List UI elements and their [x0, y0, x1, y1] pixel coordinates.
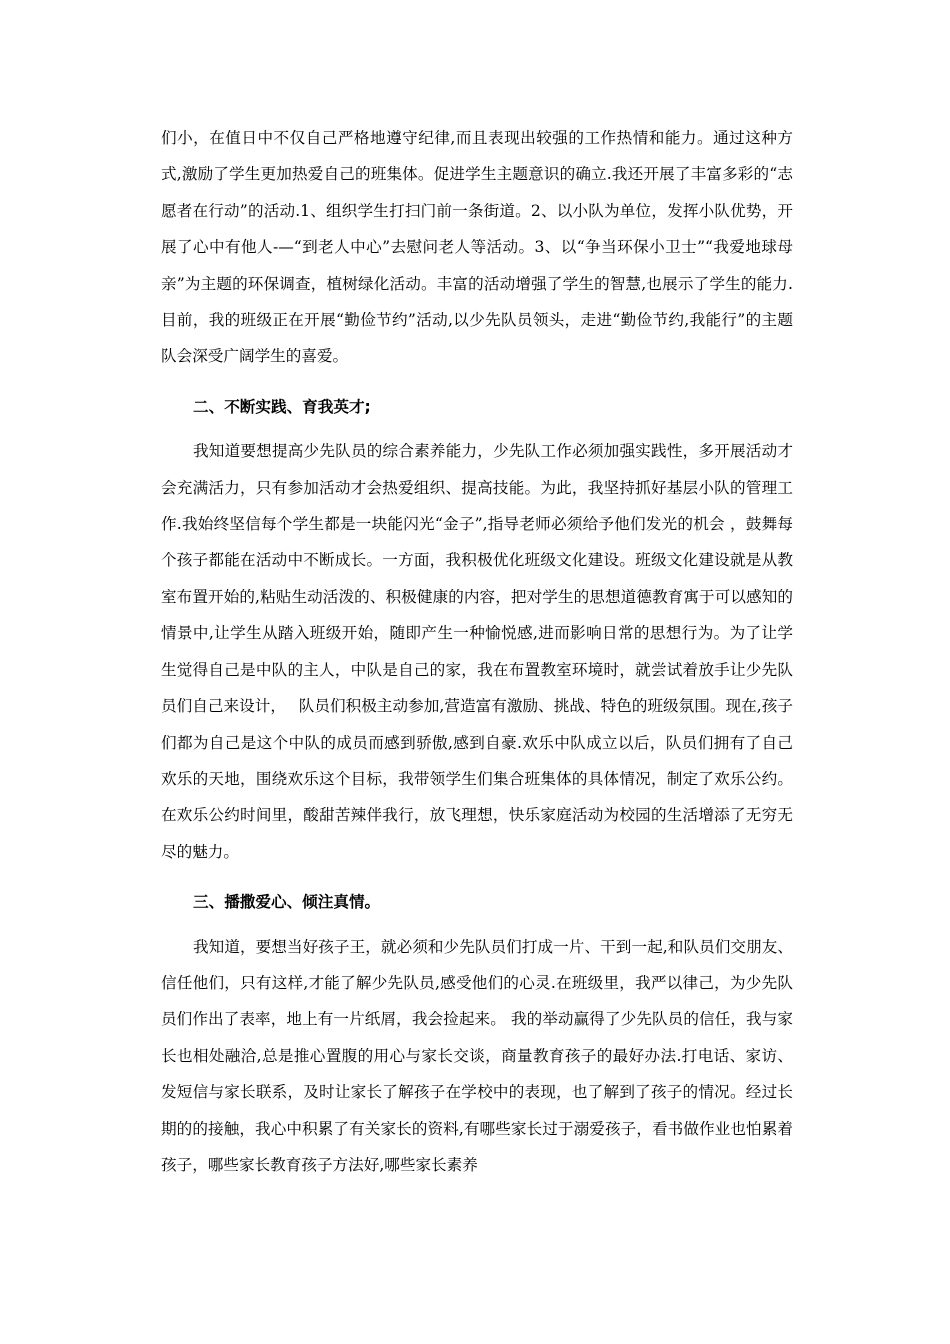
spacer [161, 375, 793, 381]
section-heading-3: 三、播撒爱心、倾注真情。 [193, 893, 381, 912]
document-page [161, 120, 793, 1183]
spacer [161, 870, 793, 876]
paragraph-love: 我知道，要想当好孩子王，就必须和少先队员们打成一片、干到一起,和队员们交朋友、信任他们，只有这样,才能了解少先队员,感受他们的心灵.在班级里，我严以律己，为少先队员们作出了表率，地上有一片纸屑，我会捡起来。 我的举动赢得了少先队员的信任，我与家长也相处融洽,总是推心置腹的用心与家长交谈，商量教育孩子的最好办法.打电话、家访、发短信与家长联系，及时让家长了解孩子在学校中的表现，也了解到了孩子的情况。经过长期的的接触，我心中积累了有关家长的资料,有哪些家长过于溺爱孩子，看书做作业也怕累着孩子，哪些家长教育孩子方法好,哪些家长素养 [161, 937, 793, 1174]
paragraph-practice: 我知道要想提高少先队员的综合素养能力，少先队工作必须加强实践性，多开展活动才会充满活力，只有参加活动才会热爱组织、提高技能。为此，我坚持抓好基层小队的管理工作.我始终坚信每个学生都是一块能闪光“金子”,指导老师必须给予他们发光的机会 ，鼓舞每个孩子都能在活动中不断成长。一方面，我积极优化班级文化建设。班级文化建设就是从教室布置开始的,粘贴生动活泼的、积极健康的内容，把对学生的思想道德教育寓于可以感知的情景中,让学生从踏入班级开始，随即产生一种愉悦感,进而影响日常的思想行为。为了让学生觉得自己是中队的主人，中队是自己的家，我在布置教室环境时，就尝试着放手让少先队员们自己来设计， 队员们积极主动参加,营造富有激励、挑战、特色的班级氛围。现在,孩子们都为自己是这个中队的成员而感到骄傲,感到自豪.欢乐中队成立以后，队员们拥有了自己欢乐的天地，围绕欢乐这个目标，我带领学生们集合班集体的具体情况，制定了欢乐公约。在欢乐公约时间里，酸甜苦辣伴我行，放飞理想，快乐家庭活动为校园的生活增添了无穷无尽的魅力。 [161, 442, 793, 861]
section-heading-2: 二、不断实践、育我英才; [193, 397, 371, 416]
paragraph-volunteer-activities: 们小，在值日中不仅自己严格地遵守纪律,而且表现出较强的工作热情和能力。通过这种方式,激励了学生更加热爱自己的班集体。促进学生主题意识的确立.我还开展了丰富多彩的“志愿者在行动”的活动.1、组织学生打扫门前一条街道。2、以小队为单位，发挥小队优势，开展了心中有他人-—“到老人中心”去慰问老人等活动。3、以“争当环保小卫士”“我爱地球母亲”为主题的环保调查，植树绿化活动。丰富的活动增强了学生的智慧,也展示了学生的能力.目前，我的班级正在开展“勤俭节约”活动,以少先队员领头，走进“勤俭节约,我能行”的主题队会深受广阔学生的喜爱。 [161, 129, 793, 366]
